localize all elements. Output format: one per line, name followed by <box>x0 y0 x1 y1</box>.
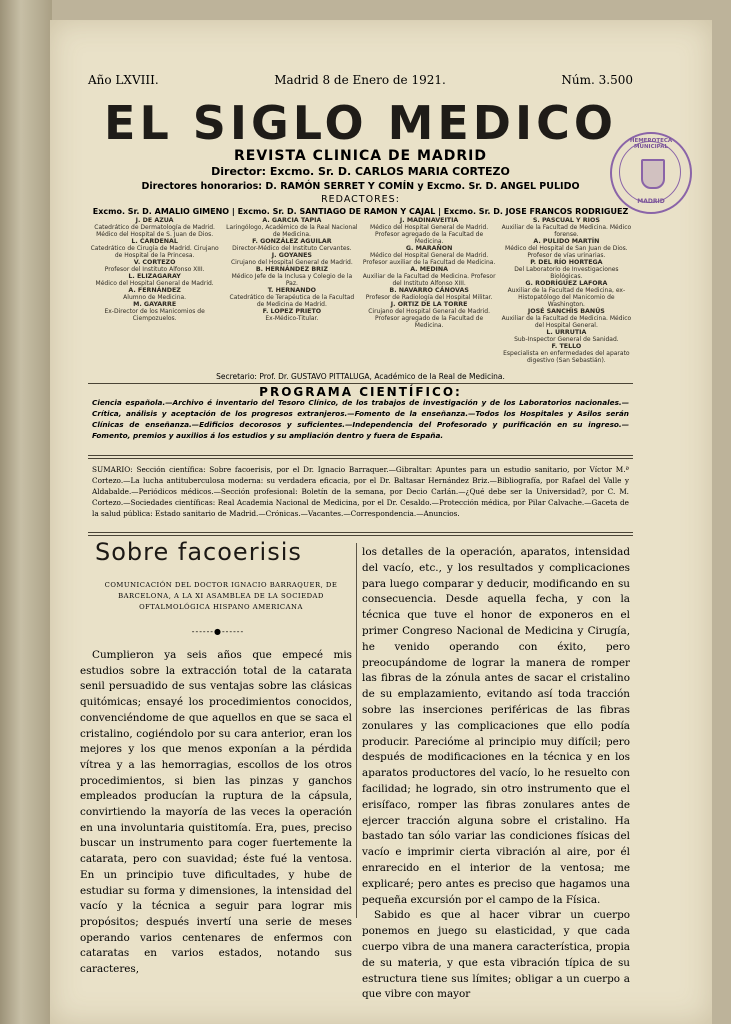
editor-description: Catedrático de Dermatología de Madrid. Médico del Hospital de S. Juan de Dios. <box>94 224 215 238</box>
editor-description: Profesor de Radiología del Hospital Militar. <box>365 294 493 301</box>
article-title: Sobre facoerisis <box>95 538 302 566</box>
subtitle: REVISTA CLINICA DE MADRID <box>233 148 487 164</box>
editor-description: Sub-Inspector General de Sanidad. <box>514 336 619 343</box>
editor-name: G. RODRÍGUEZ LAFORA <box>525 280 608 287</box>
editor-name: A. FERNÁNDEZ <box>128 287 181 294</box>
editor-description: Médico del Hospital General de Madrid. Profesor auxiliar de la Facultad de Medicina. <box>362 252 496 266</box>
editor-name: J. GOYANES <box>271 252 312 259</box>
program-title: PROGRAMA CIENTÍFICO: <box>259 385 462 399</box>
article-communication: COMUNICACIÓN DEL DOCTOR IGNACIO BARRAQUER, DE BARCELONA, A LA XI ASAMBLEA DE LA SOCIEDAD OFTALMOLÓGICA HISPANO AMERICANA <box>104 581 338 611</box>
editor-description: Cirujano del Hospital General de Madrid. Profesor agregado de la Facultad de Medicina. <box>368 308 491 329</box>
masthead-line <box>88 73 633 87</box>
editor-description: Especialista en enfermedades del aparato digestivo (San Sebastián). <box>503 350 630 364</box>
editors-column <box>88 217 221 365</box>
summary-text: SUMARIO: Sección científica: Sobre facoerisis, por el Dr. Ignacio Barraquer.—Gibraltar: Apuntes para un estudio sanitario, por Víctor M.ª Cortezo.—La lucha antituberculosa moderna: su verdadera eficacia, por el Dr. Baltasar Hernández Briz.—Bibliografía, por Rafael del Valle y Aldabalde.—Periódicos médicos.—Sección profesional: Boletín de la semana, por Decio Carlán.—¿Qué debe ser la Universidad?, por C. M. Cortezo.—Sociedades científicas: Real Academia Nacional de Medicina, por el Dr. Cesaldo.—Protección médica, por Pilar Calvache.—Gaceta de la salud pública: Estado sanitario de Madrid.—Crónicas.—Vacantes.—Correspondencia.—Anuncios. <box>92 465 629 518</box>
editor-description: Alumno de Medicina. <box>123 294 187 301</box>
stamp-bottom-text: MADRID <box>637 198 665 205</box>
editor-description: Auxiliar de la Facultad de Medicina. Profesor del Instituto Alfonso XIII. <box>362 273 496 287</box>
editor-description: Médico del Hospital de San Juan de Dios. Profesor de vías urinarias. <box>505 245 628 259</box>
divider <box>88 458 633 459</box>
library-stamp <box>610 132 692 214</box>
editor-name: L. URRUTIA <box>546 329 587 336</box>
stamp-top-text: HEMEROTECA MUNICIPAL <box>629 138 673 150</box>
editor-name: L. ELIZAGARAY <box>128 273 181 280</box>
editor-name: F. TELLO <box>551 343 582 350</box>
director-line: Director: Excmo. Sr. D. CARLOS MARIA CORTEZO <box>211 165 510 178</box>
secretary-line: Secretario: Prof. Dr. GUSTAVO PITTALUGA, Académico de la Real de Medicina. <box>216 372 505 381</box>
ornament-divider: ------●------ <box>191 627 245 636</box>
editor-description: Ex-Director de los Manicomios de Ciempozuelos. <box>104 308 205 322</box>
divider <box>88 455 633 456</box>
editors-columns <box>88 217 633 365</box>
divider <box>88 532 633 533</box>
editor-name: A. GARCÍA TAPIA <box>262 217 322 224</box>
year-label: Año LXVIII. <box>88 73 159 87</box>
editors-column <box>363 217 496 365</box>
article-paragraph: Cumplieron ya seis años que empecé mis estudios sobre la extracción total de la catarata senil persuadido de sus ventajas sobre las clásicas quitómicas; ensayé los procedimientos conocidos, convenciéndome de que aquellos en que se saca el cristalino, cogiéndolo por su cara anterior, eran los mejores y los que menos exponían a la pérdida vítrea y a las hemorragias, escollos de los otros procedimientos, si bien las pinzas y ganchos empleados producían la ruptura de la cápsula, convirtiendo la mayoría de las veces la operación en una involuntaria quistitomía. Era, pues, preciso buscar un instrumento para coger fuertemente la catarata, pero con suavidad; éste fué la ventosa. En un principio tuve dificultades, y hube de estudiar su forma y dimensiones, la intensidad del vacío y la técnica a seguir para lograr mis propósitos; después invertí una serie de meses operando varios centenares de enfermos con cataratas en varios estados, notando sus caracteres, <box>80 649 352 976</box>
editor-description: Auxiliar de la Facultad de Medicina. Médico forense. <box>501 224 632 238</box>
editor-description: Director-Médico del Instituto Cervantes. <box>232 245 352 252</box>
editor-name: B. NAVARRO CÁNOVAS <box>389 287 469 294</box>
editors-column <box>500 217 633 365</box>
newspaper-title: EL SIGLO MEDICO <box>104 96 617 150</box>
coat-of-arms-icon <box>641 159 665 189</box>
editor-name: T. HERNANDO <box>267 287 317 294</box>
divider <box>88 383 633 384</box>
editor-description: Médico del Hospital General de Madrid. <box>95 280 214 287</box>
divider <box>88 535 633 536</box>
editor-name: A. MEDINA <box>410 266 449 273</box>
editor-name: P. DEL RÍO HORTEGA <box>530 259 603 266</box>
date-label: Madrid 8 de Enero de 1921. <box>274 73 446 87</box>
article-paragraph: los detalles de la operación, aparatos, intensidad del vacío, etc., y los resultados y complicaciones para luego comparar y deducir, modificando en su consecuencia. Desde aquella fecha, y con la técnica que tuve el honor de exponeros en el primer Congreso Nacional de Medicina y Cirugía, he venido operando con éxito, pero preocupándome de lograr la manera de romper las fibras de la zónula antes de sacar el cristalino de su emplazamiento, evitando así toda tracción sobre las inserciones periféricas de las fibras zonulares y las complicaciones que ello podía producir. Parecióme al principio muy difícil; pero después de modificaciones en la técnica y en los aparatos productores del vacío, lo he resuelto con facilidad; he logrado, sin otro instrumento que el erisífaco, romper las fibras zonulares antes de ejercer tracción alguna sobre el cristalino. Ha bastado tan sólo variar las condiciones físicas del vacío e imprimir cierta vibración al aire, por él enrarecido en el interior de la ventosa; me explicaré; pero antes es preciso que hagamos una pequeña excursión por el campo de la Física. <box>362 546 630 906</box>
editor-name: B. HERNÁNDEZ BRIZ <box>255 266 328 273</box>
article-paragraph: Sabido es que al hacer vibrar un cuerpo ponemos en juego su elasticidad, y que cada cuerpo vibra de una manera característica, propia de su materia, y que esta vibración típica de su estructura tiene sus límites; obligar a un cuerpo a que vibre con mayor <box>362 909 630 1001</box>
editor-name: J. ORTIZ DE LA TORRE <box>390 301 468 308</box>
honorary-directors: Directores honorarios: D. RAMÓN SERRET Y COMÍN y Excmo. Sr. D. ANGEL PULIDO <box>141 181 580 192</box>
editor-name: JOSÉ SANCHIS BANÚS <box>527 308 605 315</box>
editor-name: V. CORTEZO <box>133 259 176 266</box>
editor-description: Auxiliar de la Facultad de Medicina, ex-Histopatólogo del Manicomio de Washington. <box>507 287 626 308</box>
article-left-column <box>80 648 352 978</box>
editor-name: S. PASCUAL Y RÍOS <box>532 217 600 224</box>
editor-description: Catedrático de Cirugía de Madrid. Cirujano de Hospital de la Princesa. <box>90 245 219 259</box>
editor-name: L. CARDENAL <box>131 238 178 245</box>
editor-name: F. GONZÁLEZ AGUILAR <box>252 238 332 245</box>
editor-description: Auxiliar de la Facultad de Medicina. Médico del Hospital General. <box>501 315 632 329</box>
editor-description: Laringólogo, Académico de la Real Nacional de Medicina. <box>226 224 358 238</box>
program-text: Ciencia española.—Archivo é inventario del Tesoro Clínico, de los trabajos de investigación y de los Laboratorios nacionales.—Crítica, análisis y aceptación de los progresos extranjeros.—Fomento de la enseñanza.—Todos los Hospitales y Asilos serán Clínicas de enseñanza.—Edificios decorosos y suficientes.—Independencia del Profesorado y purificación en su ingreso.—Fomento, premios y auxilios á los estudios y su ampliación dentro y fuera de España. <box>92 398 629 440</box>
editor-description: Cirujano del Hospital General de Madrid. <box>230 259 353 266</box>
editor-name: F. LOPEZ PRIETO <box>262 308 322 315</box>
article-right-column <box>362 545 630 1003</box>
editor-description: Médico del Hospital General de Madrid. Profesor agregado de la Facultad de Medicina. <box>370 224 489 245</box>
editor-description: Catedrático de Terapéutica de la Facultad de Medicina de Madrid. <box>229 294 355 308</box>
editor-name: A. PULIDO MARTÍN <box>533 238 600 245</box>
editor-name: M. GAYARRE <box>133 301 177 308</box>
editor-description: Ex-Médico-Titular. <box>265 315 319 322</box>
editor-description: Profesor del Instituto Alfonso XIII. <box>104 266 205 273</box>
column-divider <box>356 543 357 918</box>
redactores-label: REDACTORES: <box>321 194 400 205</box>
editor-name: J. DE AZÚA <box>135 217 174 224</box>
editor-name: G. MARAÑON <box>405 245 453 252</box>
editor-description: Médico Jefe de la Inclusa y Colegio de la Paz. <box>231 273 353 287</box>
editors-column <box>225 217 358 365</box>
issue-number: Núm. 3.500 <box>561 73 633 87</box>
excmos-line: Excmo. Sr. D. AMALIO GIMENO | Excmo. Sr. D. SANTIAGO DE RAMON Y CAJAL | Excmo. Sr. D. JOSE FRANCOS RODRIGUEZ <box>92 207 629 216</box>
editor-name: J. MADINAVEITIA <box>399 217 459 224</box>
book-binding <box>0 0 52 1024</box>
editor-description: Del Laboratorio de Investigaciones Biológicas. <box>514 266 619 280</box>
